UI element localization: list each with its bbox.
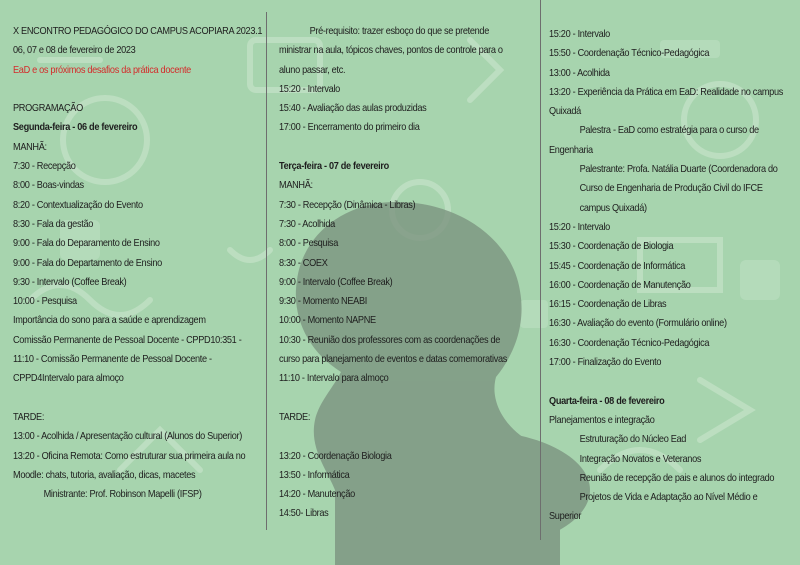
event-dates: 06, 07 e 08 de fevereiro de 2023 [13, 45, 136, 57]
schedule-item: 9:00 - Fala do Departamento de Ensino [13, 257, 162, 269]
planning-item: Projetos de Vida e Adaptação ao Nível Médio e [579, 492, 758, 504]
palestra-line: Palestra - EaD como estratégia para o curso de [579, 125, 759, 137]
schedule-item: 8:30 - Fala da gestão [13, 218, 94, 230]
schedule-item: 9:30 - Momento NEABI [279, 296, 367, 308]
column-divider-left [266, 12, 267, 530]
column-wednesday [549, 25, 783, 527]
schedule-item: 11:10 - Comissão Permanente de Pessoal Docente - [13, 354, 212, 366]
morning-label: MANHÃ: [279, 180, 313, 192]
schedule-item: 16:15 - Coordenação de Libras [549, 299, 667, 311]
column-divider-right [540, 0, 541, 540]
palestrante-line: Palestrante: Profa. Natália Duarte (Coordenadora do [579, 164, 778, 176]
planning-item: Reunião de recepção de pais e alunos do integrado [579, 472, 775, 484]
schedule-item: 11:10 - Intervalo para almoço [279, 373, 389, 385]
prereq-line: ministrar na aula, tópicos chaves, pontos de controle para o [279, 45, 503, 57]
schedule-item: 14:20 - Manutenção [279, 489, 355, 501]
planning-item: Integração Novatos e Veteranos [579, 453, 702, 465]
schedule-item: 13:20 - Oficina Remota: Como estruturar sua primeira aula no [13, 450, 246, 462]
afternoon-label: TARDE: [13, 411, 45, 423]
schedule-item: 15:45 - Coordenação de Informática [549, 260, 686, 272]
planning-item: Estruturação do Núcleo Ead [579, 434, 687, 446]
schedule-item: 13:00 - Acolhida / Apresentação cultural (Alunos do Superior) [13, 431, 243, 443]
schedule-item: CPPD4Intervalo para almoço [13, 373, 124, 385]
programacao-heading: PROGRAMAÇÃO [13, 103, 83, 115]
column-tuesday [279, 22, 507, 524]
schedule-item: 15:20 - Intervalo [279, 83, 340, 95]
schedule-item: 13:20 - Coordenação Biologia [279, 450, 392, 462]
column-monday [13, 22, 262, 504]
schedule-item: 14:50- Libras [279, 508, 329, 520]
event-title: X ENCONTRO PEDAGÓGICO DO CAMPUS ACOPIARA 2023.1 [13, 26, 263, 37]
schedule-item: 8:00 - Boas-vindas [13, 180, 84, 192]
afternoon-label: TARDE: [279, 411, 311, 423]
schedule-item: Moodle: chats, tutoria, avaliação, dicas, macetes [13, 469, 196, 481]
engenharia-line: Engenharia [549, 144, 593, 156]
schedule-item: 10:00 - Pesquisa [13, 296, 77, 308]
schedule-item: 9:00 - Intervalo (Coffee Break) [279, 276, 393, 288]
schedule-item: 10:30 - Reunião dos professores com as coordenações de [279, 334, 501, 346]
prereq-line: aluno passar, etc. [279, 64, 346, 76]
schedule-item: 7:30 - Recepção (Dinâmica - Libras) [279, 199, 416, 211]
schedule-item: curso para planejamento de eventos e datas comemorativas [279, 354, 508, 366]
schedule-item: 16:00 - Coordenação de Manutenção [549, 279, 691, 291]
schedule-item: 13:00 - Acolhida [549, 67, 610, 79]
superior-line: Superior [549, 511, 582, 523]
schedule-item: 8:30 - COEX [279, 257, 328, 269]
schedule-item: 16:30 - Avaliação do evento (Formulário online) [549, 318, 727, 330]
palestrante-line: campus Quixadá) [579, 202, 647, 214]
schedule-item: 8:00 - Pesquisa [279, 238, 338, 250]
schedule-item: 9:30 - Intervalo (Coffee Break) [13, 276, 127, 288]
schedule-item: 17:00 - Finalização do Evento [549, 357, 662, 369]
schedule-item: Quixadá [549, 106, 581, 118]
schedule-item: 7:30 - Acolhida [279, 218, 335, 230]
schedule-item: 13:20 - Experiência da Prática em EaD: Realidade no campus [549, 86, 784, 98]
palestrante-line: Curso de Engenharia de Produção Civil do IFCE [579, 183, 763, 195]
schedule-item: 7:30 - Recepção [13, 161, 76, 173]
schedule-item: 15:20 - Intervalo [549, 221, 610, 233]
prereq-line: Pré-requisito: trazer esboço do que se pretende [309, 26, 489, 37]
planning-label: Planejamentos e integração [549, 414, 655, 426]
schedule-item: 10:00 - Momento NAPNE [279, 315, 376, 327]
monday-title: Segunda-feira - 06 de fevereiro [13, 122, 138, 134]
schedule-item: 15:30 - Coordenação de Biologia [549, 241, 674, 253]
schedule-item: 8:20 - Contextualização do Evento [13, 199, 143, 211]
schedule-item: 16:30 - Coordenação Técnico-Pedagógica [549, 337, 710, 349]
schedule-item: 9:00 - Fala do Deparamento de Ensino [13, 238, 160, 250]
wednesday-title: Quarta-feira - 08 de fevereiro [549, 395, 665, 407]
tuesday-title: Terça-feira - 07 de fevereiro [279, 161, 389, 173]
schedule-item: Comissão Permanente de Pessoal Docente - CPPD10:351 - [13, 334, 242, 346]
schedule-item: 15:20 - Intervalo [549, 29, 610, 40]
ministrante-line: Ministrante: Prof. Robinson Mapelli (IFSP) [43, 489, 202, 501]
schedule-item: 13:50 - Informática [279, 469, 350, 481]
schedule-item: 15:40 - Avaliação das aulas produzidas [279, 103, 427, 115]
schedule-item: Importância do sono para a saúde e aprendizagem [13, 315, 206, 327]
event-theme: EaD e os próximos desafios da prática docente [13, 64, 191, 76]
morning-label: MANHÃ: [13, 141, 47, 153]
schedule-item: 15:50 - Coordenação Técnico-Pedagógica [549, 48, 710, 60]
schedule-item: 17:00 - Encerramento do primeiro dia [279, 122, 420, 134]
